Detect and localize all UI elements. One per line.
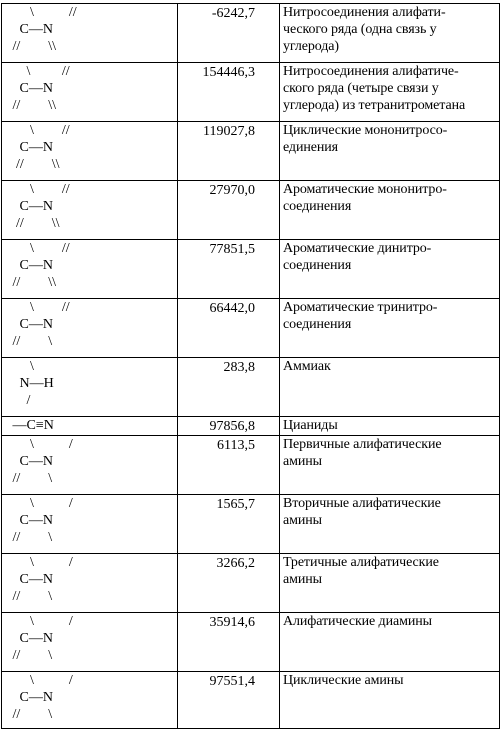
value-cell [178, 672, 280, 729]
structure-line: / [2, 393, 31, 408]
structure-line: \ / [2, 437, 73, 452]
description-line: Циклические амины [283, 673, 404, 688]
structure-line: // \ [2, 334, 53, 349]
description-line: ческого ряда (одна связь у [283, 22, 437, 37]
structure-line: \ // [2, 300, 70, 315]
value-cell [178, 299, 280, 358]
description-cell [280, 417, 500, 436]
structure-line: C—N [2, 317, 53, 332]
energy-value: 154446,3 [202, 65, 255, 80]
structure-line: \ / [2, 496, 73, 511]
description-cell [280, 613, 500, 672]
energy-value: 77851,5 [209, 242, 255, 257]
description-cell [280, 122, 500, 181]
structure-line: C—N [2, 631, 53, 646]
structure-cell [2, 417, 178, 436]
structure-cell [2, 495, 178, 554]
value-cell [178, 554, 280, 613]
value-cell [178, 436, 280, 495]
structure-line: // \\ [2, 216, 60, 231]
description-line: Ароматические динитро- [283, 241, 432, 256]
structure-line: C—N [2, 454, 53, 469]
table-row [2, 122, 500, 181]
description-line: Алифатические диамины [283, 614, 432, 629]
structure-line: \ // [2, 5, 77, 20]
energy-value: -6242,7 [211, 6, 255, 21]
structure-line: \ / [2, 673, 73, 688]
value-cell [178, 417, 280, 436]
energy-value: 283,8 [223, 360, 255, 375]
structure-line: C—N [2, 81, 53, 96]
structure-line: C—N [2, 140, 53, 155]
table-row [2, 358, 500, 417]
value-cell [178, 358, 280, 417]
description-line: Циклические мононитросо- [283, 123, 448, 138]
structure-cell [2, 63, 178, 122]
value-cell [178, 613, 280, 672]
description-line: соединения [283, 317, 352, 332]
energy-value: 119027,8 [203, 124, 255, 139]
description-line: Вторичные алифатические [283, 496, 441, 511]
table-row [2, 554, 500, 613]
structure-line: C—N [2, 690, 53, 705]
description-line: Ароматические мононитро- [283, 182, 447, 197]
structure-line: // \\ [2, 275, 57, 290]
structure-line: C—N [2, 513, 53, 528]
description-cell [280, 358, 500, 417]
table-row [2, 672, 500, 729]
structure-cell [2, 122, 178, 181]
description-line: Ароматические тринитро- [283, 300, 438, 315]
table-row [2, 63, 500, 122]
table-row [2, 299, 500, 358]
description-cell [280, 554, 500, 613]
description-cell [280, 436, 500, 495]
structure-line: \ // [2, 123, 70, 138]
energy-value: 6113,5 [217, 438, 255, 453]
compounds-table [1, 3, 500, 729]
structure-line: // \ [2, 530, 53, 545]
description-line: соединения [283, 258, 352, 273]
table-row [2, 613, 500, 672]
table-row [2, 240, 500, 299]
structure-line: // \ [2, 589, 53, 604]
description-line: амины [283, 572, 322, 587]
structure-line: N—H [2, 376, 54, 391]
structure-cell [2, 613, 178, 672]
value-cell [178, 181, 280, 240]
description-line: Нитросоединения алифатиче- [283, 64, 459, 79]
description-line: соединения [283, 199, 352, 214]
description-cell [280, 181, 500, 240]
structure-cell [2, 358, 178, 417]
description-line: Цианиды [283, 418, 338, 433]
value-cell [178, 4, 280, 63]
structure-line: —C≡N [2, 418, 54, 433]
value-cell [178, 63, 280, 122]
description-cell [280, 4, 500, 63]
description-cell [280, 495, 500, 554]
description-cell [280, 240, 500, 299]
structure-line: // \\ [2, 98, 57, 113]
description-line: Аммиак [283, 359, 331, 374]
structure-line: \ // [2, 64, 70, 79]
structure-line: // \\ [2, 157, 60, 172]
structure-line: C—N [2, 572, 53, 587]
structure-line: \ // [2, 182, 70, 197]
table-row [2, 181, 500, 240]
description-line: ского ряда (четыре связи у [283, 81, 439, 96]
value-cell [178, 122, 280, 181]
energy-value: 3266,2 [216, 556, 255, 571]
structure-cell [2, 240, 178, 299]
description-line: амины [283, 513, 322, 528]
structure-cell [2, 299, 178, 358]
table-row [2, 436, 500, 495]
description-line: единения [283, 140, 338, 155]
description-cell [280, 63, 500, 122]
energy-value: 97551,4 [209, 674, 255, 689]
table-row [2, 495, 500, 554]
description-line: амины [283, 454, 322, 469]
structure-line: C—N [2, 258, 53, 273]
description-line: углерода) [283, 39, 339, 54]
energy-value: 27970,0 [209, 183, 255, 198]
structure-cell [2, 672, 178, 729]
structure-cell [2, 436, 178, 495]
structure-line: \ / [2, 614, 73, 629]
structure-line: \ // [2, 241, 70, 256]
description-line: Нитросоединения алифати- [283, 5, 446, 20]
structure-line: \ / [2, 555, 73, 570]
energy-value: 35914,6 [209, 615, 255, 630]
energy-value: 1565,7 [216, 497, 255, 512]
value-cell [178, 240, 280, 299]
structure-line: \ [2, 359, 34, 374]
description-line: углерода) из тетранитрометана [283, 98, 466, 113]
table-row [2, 417, 500, 436]
structure-cell [2, 554, 178, 613]
structure-cell [2, 181, 178, 240]
description-cell [280, 672, 500, 729]
structure-line: C—N [2, 22, 53, 37]
structure-line: // \ [2, 471, 53, 486]
description-line: Первичные алифатические [283, 437, 442, 452]
structure-line: // \ [2, 707, 53, 722]
description-cell [280, 299, 500, 358]
table-row [2, 4, 500, 63]
structure-line: // \ [2, 648, 53, 663]
energy-value: 97856,8 [209, 419, 255, 434]
value-cell [178, 495, 280, 554]
structure-line: // \\ [2, 39, 57, 54]
description-line: Третичные алифатические [283, 555, 439, 570]
energy-value: 66442,0 [209, 301, 255, 316]
structure-line: C—N [2, 199, 53, 214]
structure-cell [2, 4, 178, 63]
